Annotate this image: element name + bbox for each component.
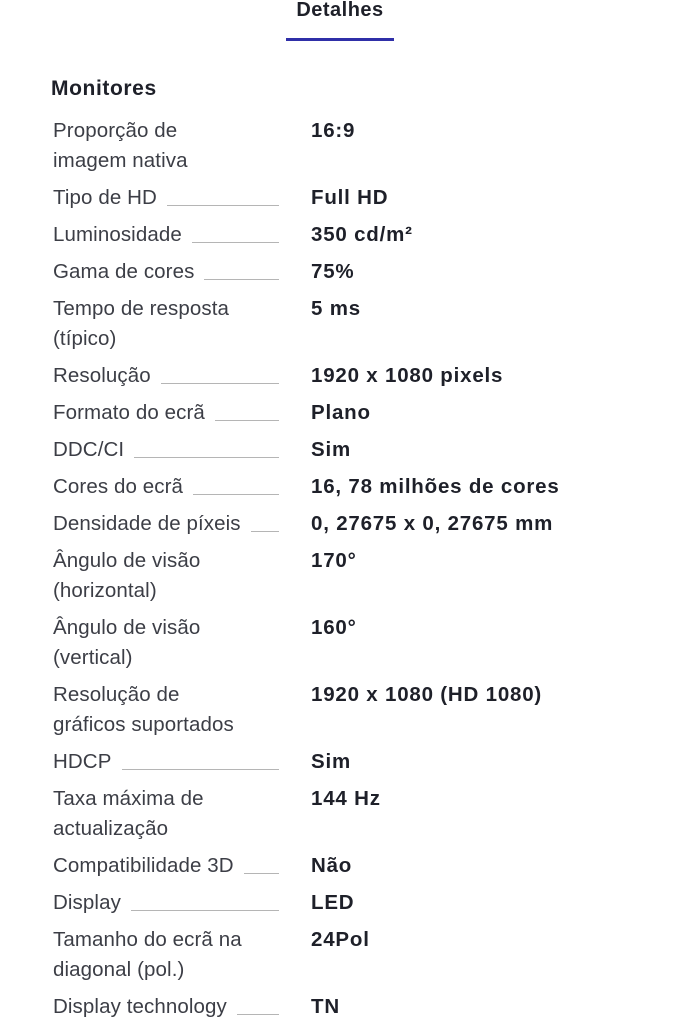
spec-row [53, 220, 673, 250]
spec-value: 75% [311, 260, 355, 283]
spec-value: 350 cd/m² [311, 223, 413, 246]
spec-label-cell [53, 257, 279, 287]
spec-label: DDC/CI [53, 438, 125, 461]
spec-leader-line [193, 494, 279, 495]
spec-value: 144 Hz [311, 787, 381, 810]
spec-leader-line [167, 205, 279, 206]
spec-value: 24Pol [311, 928, 370, 951]
spec-label-cell [53, 992, 279, 1022]
spec-label-cell [53, 220, 279, 250]
spec-label: Display [53, 891, 121, 914]
spec-row [53, 613, 673, 673]
spec-leader-line [244, 873, 279, 874]
tab-detalhes-label: Detalhes [296, 0, 384, 21]
spec-value: 160° [311, 616, 357, 639]
spec-label: Gama de cores [53, 260, 195, 283]
spec-row [53, 925, 673, 985]
spec-list [53, 116, 673, 1029]
spec-label: Resolução [53, 364, 151, 387]
spec-row [53, 851, 673, 881]
spec-leader-line [192, 242, 279, 243]
active-tab-indicator [286, 38, 394, 41]
spec-label-cell [53, 472, 279, 502]
spec-leader-line [237, 1014, 279, 1015]
spec-value: 16, 78 milhões de cores [311, 475, 560, 498]
spec-label-cell [53, 398, 279, 428]
spec-row [53, 294, 673, 354]
spec-row [53, 546, 673, 606]
spec-label-cell [53, 546, 279, 606]
spec-value: Sim [311, 750, 351, 773]
spec-value: 16:9 [311, 119, 356, 142]
tab-detalhes[interactable] [286, 0, 394, 42]
spec-value: Full HD [311, 186, 389, 209]
spec-label: Tamanho do ecrã na diagonal (pol.) [53, 928, 242, 981]
spec-label: Resolução de gráficos suportados [53, 683, 234, 736]
spec-row [53, 888, 673, 918]
spec-label: Ângulo de visão (horizontal) [53, 549, 201, 602]
tab-bar [0, 0, 684, 46]
spec-row [53, 257, 673, 287]
spec-value: 5 ms [311, 297, 361, 320]
spec-label: Proporção de imagem nativa [53, 119, 188, 172]
spec-leader-line [122, 769, 280, 770]
spec-row [53, 747, 673, 777]
spec-row [53, 784, 673, 844]
section-title: Monitores [51, 77, 157, 100]
spec-value: Plano [311, 401, 371, 424]
spec-label-cell [53, 680, 279, 740]
spec-value: TN [311, 995, 340, 1018]
spec-leader-line [134, 457, 279, 458]
spec-label-cell [53, 361, 279, 391]
spec-row [53, 992, 673, 1022]
spec-value: Não [311, 854, 353, 877]
spec-label-cell [53, 747, 279, 777]
spec-leader-line [131, 910, 279, 911]
spec-label-cell [53, 851, 279, 881]
spec-label-cell [53, 888, 279, 918]
spec-row [53, 509, 673, 539]
spec-label: Display technology [53, 995, 227, 1018]
spec-label: Cores do ecrã [53, 475, 184, 498]
spec-row [53, 680, 673, 740]
spec-row [53, 361, 673, 391]
spec-row [53, 183, 673, 213]
spec-label: Ângulo de visão (vertical) [53, 616, 201, 669]
spec-leader-line [215, 420, 279, 421]
spec-label: Compatibilidade 3D [53, 854, 234, 877]
spec-label: Densidade de píxeis [53, 512, 241, 535]
spec-label: Tipo de HD [53, 186, 157, 209]
spec-label: Taxa máxima de actualização [53, 787, 204, 840]
spec-row [53, 472, 673, 502]
spec-label-cell [53, 116, 279, 176]
spec-label-cell [53, 294, 279, 354]
spec-label-cell [53, 509, 279, 539]
spec-value: LED [311, 891, 355, 914]
spec-row [53, 398, 673, 428]
spec-leader-line [251, 531, 279, 532]
spec-label: Formato do ecrã [53, 401, 205, 424]
spec-label-cell [53, 784, 279, 844]
spec-row [53, 116, 673, 176]
spec-value: 170° [311, 549, 357, 572]
spec-label-cell [53, 435, 279, 465]
spec-leader-line [204, 279, 279, 280]
spec-label-cell [53, 613, 279, 673]
spec-row [53, 435, 673, 465]
spec-value: Sim [311, 438, 351, 461]
spec-value: 1920 x 1080 pixels [311, 364, 504, 387]
spec-label-cell [53, 925, 279, 985]
spec-value: 1920 x 1080 (HD 1080) [311, 683, 543, 706]
spec-label: Tempo de resposta (típico) [53, 297, 230, 350]
spec-value: 0, 27675 x 0, 27675 mm [311, 512, 554, 535]
spec-label: HDCP [53, 750, 112, 773]
spec-label: Luminosidade [53, 223, 182, 246]
spec-leader-line [161, 383, 279, 384]
spec-label-cell [53, 183, 279, 213]
